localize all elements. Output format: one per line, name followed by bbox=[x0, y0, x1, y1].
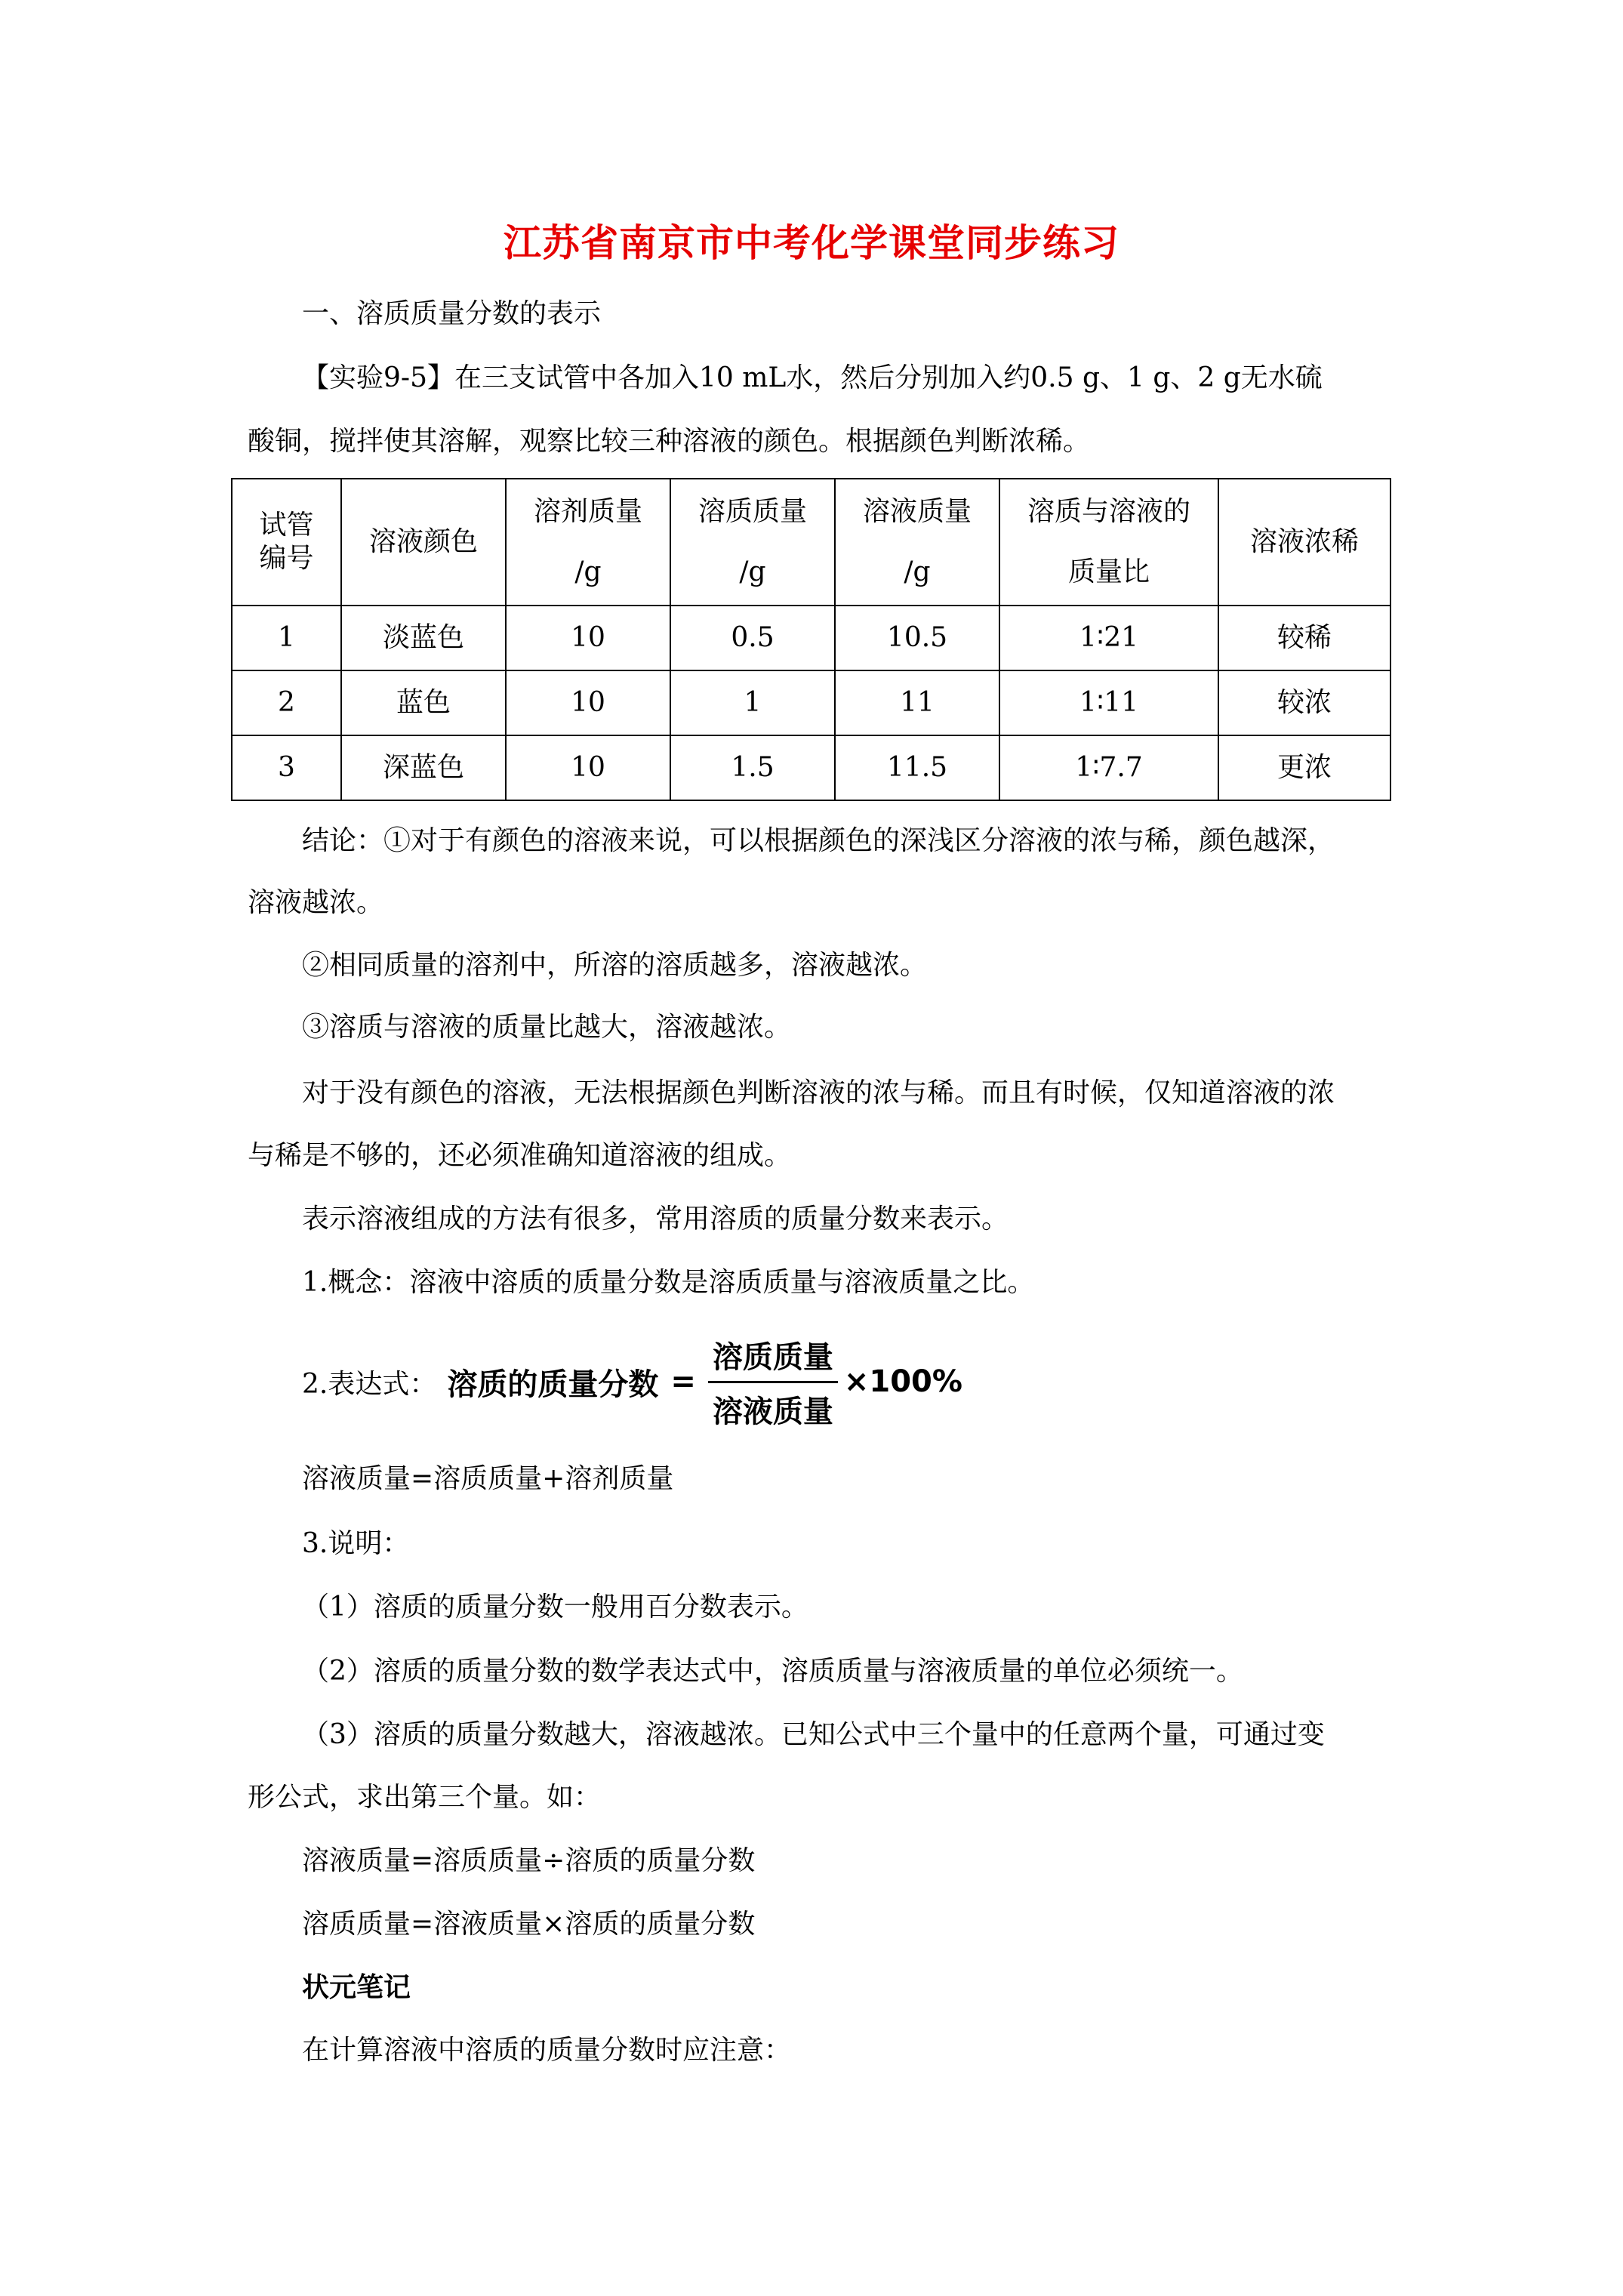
header-cell-solvent-mass bbox=[506, 479, 670, 606]
formula-equals: = bbox=[670, 1364, 696, 1399]
table-header-row bbox=[232, 479, 1390, 606]
header-text: /g bbox=[739, 556, 766, 587]
table-cell: 11.5 bbox=[835, 735, 999, 800]
header-text: 溶剂质量 bbox=[533, 496, 642, 527]
table-row bbox=[232, 606, 1390, 670]
conclusion-item-3: ③溶质与溶液的质量比越大，溶液越浓。 bbox=[302, 1012, 792, 1043]
header-text: 溶质与溶液的 bbox=[1027, 496, 1190, 527]
conclusion-line-2: 溶液越浓。 bbox=[248, 887, 384, 918]
table-cell: 10.5 bbox=[835, 606, 999, 670]
table-cell: 10 bbox=[506, 735, 670, 800]
table-cell: 更浓 bbox=[1218, 735, 1390, 800]
header-cell-solute-mass bbox=[670, 479, 835, 606]
colorless-paragraph-line-2: 与稀是不够的，还必须准确知道溶液的组成。 bbox=[248, 1140, 792, 1171]
table-cell: 较浓 bbox=[1218, 670, 1390, 735]
note-item: （2）溶质的质量分数的数学表达式中，溶质质量与溶液质量的单位必须统一。 bbox=[302, 1656, 1243, 1687]
header-cell-tube-number bbox=[232, 479, 341, 606]
mass-fraction-formula bbox=[302, 1336, 962, 1427]
table-cell: 1 bbox=[232, 606, 341, 670]
table-row bbox=[232, 670, 1390, 735]
note-item-continuation: 形公式，求出第三个量。如： bbox=[248, 1782, 602, 1813]
table-cell: 10 bbox=[506, 606, 670, 670]
table-cell: 2 bbox=[232, 670, 341, 735]
header-cell-solution-mass bbox=[835, 479, 999, 606]
table-cell: 蓝色 bbox=[341, 670, 506, 735]
table-cell: 1∶11 bbox=[999, 670, 1218, 735]
table-cell: 11 bbox=[835, 670, 999, 735]
header-text: /g bbox=[904, 556, 931, 587]
header-cell-concentration bbox=[1218, 479, 1390, 606]
formula-numerator: 溶质质量 bbox=[708, 1333, 838, 1383]
note-item: （1）溶质的质量分数一般用百分数表示。 bbox=[302, 1592, 808, 1623]
header-text: 溶液浓稀 bbox=[1249, 526, 1359, 557]
concept-definition: 1.概念：溶液中溶质的质量分数是溶质质量与溶液质量之比。 bbox=[302, 1267, 1035, 1298]
methods-paragraph: 表示溶液组成的方法有很多，常用溶质的质量分数来表示。 bbox=[302, 1203, 1009, 1234]
notes-heading: 3.说明： bbox=[302, 1528, 410, 1559]
zhuangyuan-notes-text: 在计算溶液中溶质的质量分数时应注意： bbox=[302, 2035, 792, 2066]
formula-label: 2.表达式： bbox=[302, 1368, 437, 1400]
solution-mass-relation: 溶液质量=溶质质量+溶剂质量 bbox=[302, 1463, 674, 1494]
document-title: 江苏省南京市中考化学课堂同步练习 bbox=[504, 220, 1119, 265]
table-cell: 较稀 bbox=[1218, 606, 1390, 670]
table-cell: 淡蓝色 bbox=[341, 606, 506, 670]
note-item: （3）溶质的质量分数越大，溶液越浓。已知公式中三个量中的任意两个量，可通过变 bbox=[302, 1719, 1325, 1750]
conclusion-item-2: ②相同质量的溶剂中，所溶的溶质越多，溶液越浓。 bbox=[302, 950, 928, 981]
header-text: 溶液质量 bbox=[862, 496, 972, 527]
section-heading: 一、溶质质量分数的表示 bbox=[302, 298, 602, 329]
header-text: 试管 bbox=[259, 510, 314, 541]
experiment-line-2: 酸铜，搅拌使其溶解，观察比较三种溶液的颜色。根据颜色判断浓稀。 bbox=[248, 426, 1091, 457]
colorless-paragraph-line-1: 对于没有颜色的溶液，无法根据颜色判断溶液的浓与稀。而且有时候，仅知道溶液的浓 bbox=[302, 1077, 1335, 1108]
header-text: 溶质质量 bbox=[698, 496, 807, 527]
formula-denominator: 溶液质量 bbox=[712, 1394, 833, 1429]
header-text: /g bbox=[574, 556, 602, 587]
header-text: 质量比 bbox=[1067, 556, 1150, 587]
table-cell: 3 bbox=[232, 735, 341, 800]
table-row bbox=[232, 735, 1390, 800]
table-cell: 0.5 bbox=[670, 606, 835, 670]
formula-lhs: 溶质的质量分数 bbox=[447, 1367, 659, 1402]
header-text: 编号 bbox=[259, 543, 314, 574]
header-cell-mass-ratio bbox=[999, 479, 1218, 606]
table-cell: 1∶7.7 bbox=[999, 735, 1218, 800]
table-cell: 1.5 bbox=[670, 735, 835, 800]
header-text: 溶液颜色 bbox=[368, 526, 478, 557]
table-cell: 1 bbox=[670, 670, 835, 735]
derived-formula: 溶质质量=溶液质量×溶质的质量分数 bbox=[302, 1909, 756, 1940]
formula-percent: ×100% bbox=[843, 1364, 962, 1399]
conclusion-line-1: 结论：①对于有颜色的溶液来说，可以根据颜色的深浅区分溶液的浓与稀，颜色越深， bbox=[302, 825, 1335, 856]
header-cell-color bbox=[341, 479, 506, 606]
experiment-table bbox=[231, 478, 1391, 801]
derived-formula: 溶液质量=溶质质量÷溶质的质量分数 bbox=[302, 1845, 756, 1876]
experiment-line-1: 【实验9-5】在三支试管中各加入10 mL水，然后分别加入约0.5 g、1 g、2 g无水硫 bbox=[302, 362, 1323, 393]
formula-fraction bbox=[708, 1333, 838, 1431]
table-cell: 1∶21 bbox=[999, 606, 1218, 670]
table-cell: 10 bbox=[506, 670, 670, 735]
table-cell: 深蓝色 bbox=[341, 735, 506, 800]
zhuangyuan-notes-heading: 状元笔记 bbox=[302, 1971, 411, 2003]
